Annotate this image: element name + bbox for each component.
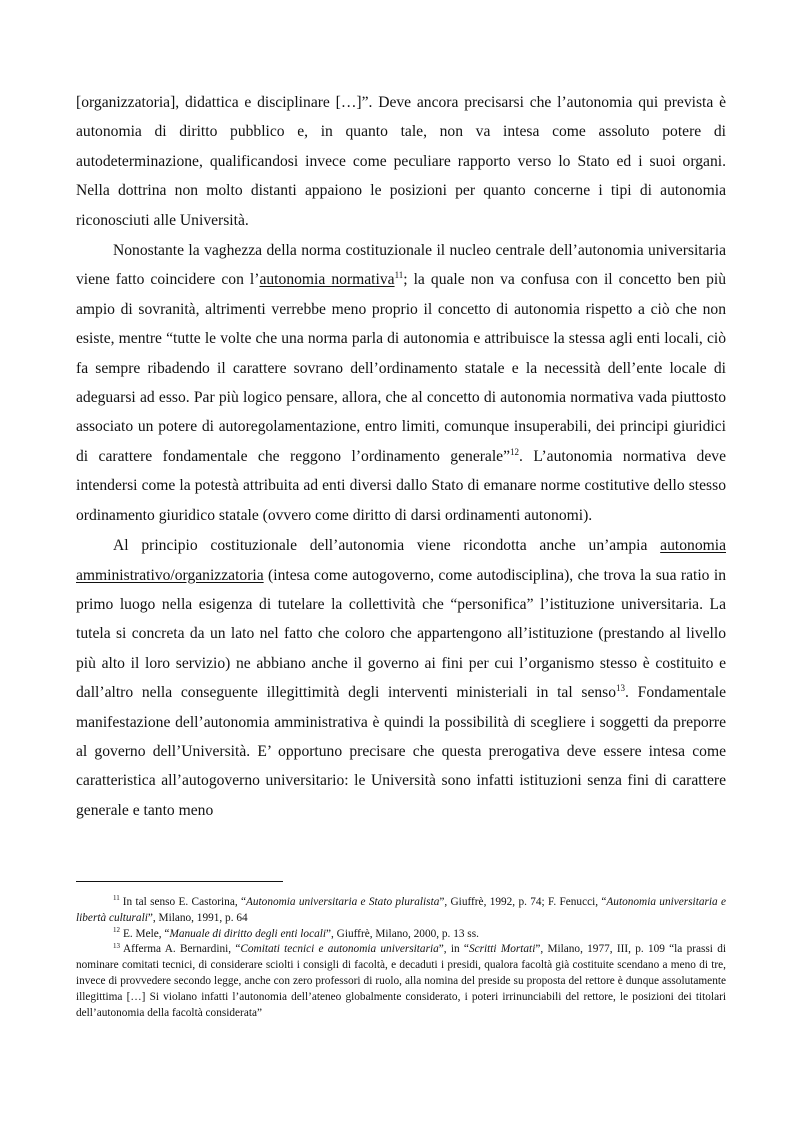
footnote-number: 12 (113, 925, 120, 934)
body-paragraph-2 (76, 236, 726, 530)
footnote-12 (76, 927, 726, 943)
footnote-text: In tal senso E. Castorina, “ (122, 896, 246, 908)
footnote-text: ”, Milano, 1991, p. 64 (147, 911, 248, 924)
footnote-ref-13[interactable]: 13 (616, 682, 626, 693)
footnote-ref-12[interactable]: 12 (510, 446, 520, 457)
footnotes-section (76, 895, 726, 1021)
cited-title: Manuale di diritto degli enti locali (169, 927, 327, 940)
footnote-number: 13 (113, 941, 120, 950)
body-paragraph-1 (76, 88, 726, 235)
underlined-term-autonomia-normativa: autonomia normativa (259, 271, 395, 289)
footnote-number: 11 (113, 894, 120, 903)
document-page (76, 88, 726, 825)
body-paragraph-3 (76, 531, 726, 825)
paragraph-text: (intesa come autogoverno, come autodisciplina), che trova la sua ratio in primo luogo nella esigenza di tutelare la collettività che “personifica” l’istituzione universitaria. La tutela si concreta da un lato nel fatto che coloro che appartengono all’istituzione (prestando al livello più alto il loro servizio) ne abbiano anche il governo ai fini per cui l’organismo stesso è costituito e dall’altro nella conseguente illegittimità degli interventi ministeriali in tal senso (76, 566, 726, 702)
paragraph-text: Nonostante la vaghezza della norma costituzionale il nucleo centrale dell’autonomia universitaria viene fatto coincidere con l’ (76, 242, 726, 289)
footnote-ref-11[interactable]: 11 (394, 270, 404, 281)
paragraph-text: . Fondamentale manifestazione dell’autonomia amministrativa è quindi la possibilità di scegliere i soggetti da preporre al governo dell’Università. E’ opportuno precisare che questa prerogativa deve essere intesa come caratteristica all’autogoverno universitario: le Università sono infatti istituzioni senza fini di carattere generale e tanto meno (76, 684, 726, 819)
footnote-text: Afferma A. Bernardini, “ (123, 943, 241, 956)
cited-title: Autonomia universitaria e libertà culturali (76, 896, 726, 924)
paragraph-text: ; la quale non va confusa con il concetto ben più ampio di sovranità, altrimenti verrebbe meno proprio il concetto di autonomia rispetto a ciò che non esiste, mentre “tutte le volte che una norma parla di autonomia e attribuisce la stessa agli enti locali, ciò fa sempre ribadendo il carattere sovrano dell’ordinamento statale e la necessità dell’ente locale di adeguarsi ad esso. Par più logico pensare, allora, che al concetto di autonomia normativa vada piuttosto associato un potere di autoregolamentazione, entro limiti, comunque insuperabili, dei principi giuridici di carattere fondamentale che reggono l’ordinamento generale” (76, 271, 726, 465)
footnote-separator (76, 881, 283, 882)
underlined-term-autonomia-amministrativa: autonomia amministrativo/organizzatoria (76, 537, 726, 584)
paragraph-text: . L’autonomia normativa deve intendersi come la potestà attribuita ad enti diversi dallo Stato di emanare norme costitutive dello stesso ordinamento giuridico statale (ovvero come diritto di darsi ordinamenti autonomi). (76, 447, 726, 524)
paragraph-text: Al principio costituzionale dell’autonomia viene ricondotta anche un’ampia (113, 537, 661, 555)
footnote-text: ”, Milano, 1977, III, p. 109 “la prassi di nominare comitati tecnici, di considerare sciolti i consigli di facoltà, e decaduti i presidi, qualora facoltà già costituite scendano a meno di tre, invece di provvedere secondo legge, anche con zero professori di ruolo, alla nomina del preside su proposta del rettore è dunque assolutamente illegittima […] Si violano infatti l’autonomia dell’ateneo globalmente considerato, i poteri irrinunciabili del rettore, le posizioni dei titolari dell’autonomia della facoltà considerata” (76, 943, 726, 1019)
footnote-text: ”, in “ (438, 943, 469, 956)
paragraph-text: [organizzatoria], didattica e disciplinare […]”. Deve ancora precisarsi che l’autonomia qui prevista è autonomia di diritto pubblico e, in quanto tale, non va intesa come assoluto potere di autodeterminazione, qualificandosi invece come peculiare rapporto verso lo Stato ed i suoi organi. Nella dottrina non molto distanti appaiono le posizioni per quanto concerne i tipi di autonomia riconosciuti alle Università. (76, 94, 726, 229)
footnote-11 (76, 895, 726, 927)
footnote-text: E. Mele, “ (123, 927, 170, 940)
cited-title: Comitati tecnici e autonomia universitaria (240, 943, 439, 956)
footnote-text: ”, Giuffrè, 1992, p. 74; F. Fenucci, “ (439, 896, 607, 908)
cited-title: Autonomia universitaria e Stato pluralista (245, 896, 440, 908)
cited-title: Scritti Mortati (468, 943, 536, 956)
footnote-text: ”, Giuffrè, Milano, 2000, p. 13 ss. (326, 927, 479, 940)
footnote-13 (76, 942, 726, 1021)
